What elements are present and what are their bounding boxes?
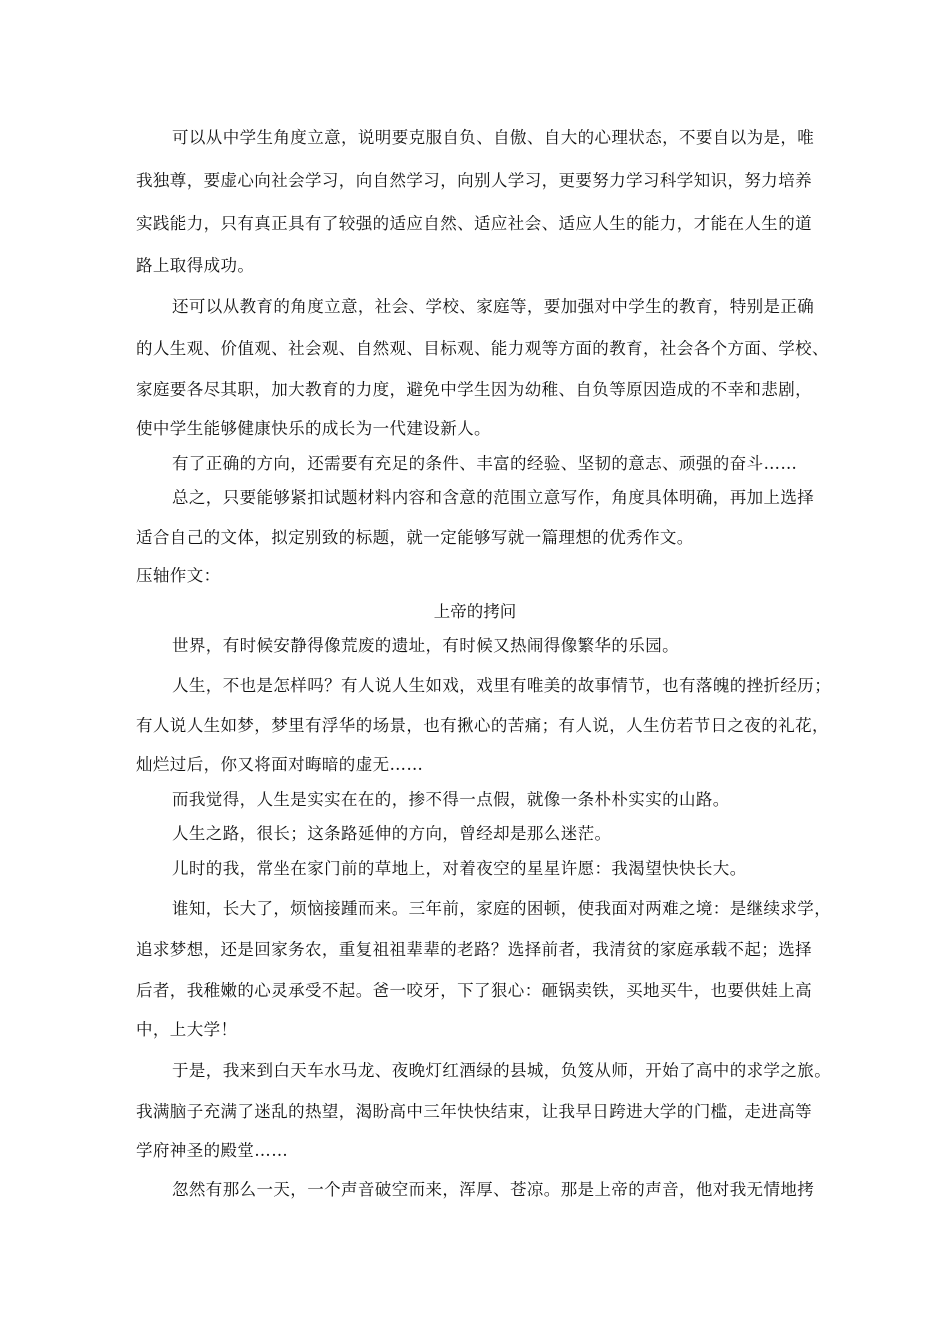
paragraph-line: 人生，不也是怎样吗？有人说人生如戏，戏里有唯美的故事情节，也有落魄的挫折经历； bbox=[172, 676, 832, 695]
paragraph-line: 的人生观、价值观、社会观、自然观、目标观、能力观等方面的教育，社会各个方面、学校、 bbox=[136, 339, 829, 358]
paragraph-line: 谁知，长大了，烦恼接踵而来。三年前，家庭的困顿，使我面对两难之境：是继续求学， bbox=[172, 899, 832, 918]
paragraph-line: 有了正确的方向，还需要有充足的条件、丰富的经验、坚韧的意志、顽强的奋斗…… bbox=[172, 454, 798, 473]
paragraph-line: 于是，我来到白天车水马龙、夜晚灯红酒绿的县城，负笈从师，开始了高中的求学之旅。 bbox=[172, 1061, 832, 1080]
paragraph-line: 灿烂过后，你又将面对晦暗的虚无…… bbox=[136, 755, 424, 774]
paragraph-line: 路上取得成功。 bbox=[136, 256, 255, 275]
paragraph-line: 我独尊，要虚心向社会学习，向自然学习，向别人学习，更要努力学习科学知识，努力培养 bbox=[136, 171, 812, 190]
essay-title: 上帝的拷问 bbox=[433, 602, 517, 621]
paragraph-line: 中，上大学！ bbox=[136, 1020, 238, 1039]
paragraph-line: 人生之路，很长；这条路延伸的方向，曾经却是那么迷茫。 bbox=[172, 824, 612, 843]
paragraph-line: 我满脑子充满了迷乱的热望，渴盼高中三年快快结束，让我早日跨进大学的门槛，走进高等 bbox=[136, 1102, 812, 1121]
paragraph-line: 适合自己的文体，拟定别致的标题，就一定能够写就一篇理想的优秀作文。 bbox=[136, 528, 694, 547]
paragraph-line: 而我觉得，人生是实实在在的，掺不得一点假，就像一条朴朴实实的山路。 bbox=[172, 790, 730, 809]
paragraph-line: 实践能力，只有真正具有了较强的适应自然、适应社会、适应人生的能力，才能在人生的道 bbox=[136, 214, 812, 233]
section-label: 压轴作文： bbox=[136, 566, 221, 585]
paragraph-line: 忽然有那么一天，一个声音破空而来，浑厚、苍凉。那是上帝的声音，他对我无情地拷 bbox=[172, 1180, 815, 1199]
paragraph-line: 使中学生能够健康快乐的成长为一代建设新人。 bbox=[136, 419, 491, 438]
paragraph-line: 追求梦想，还是回家务农，重复祖祖辈辈的老路？选择前者，我清贫的家庭承载不起；选择 bbox=[136, 940, 812, 959]
paragraph-line: 后者，我稚嫩的心灵承受不起。爸一咬牙，下了狠心：砸锅卖铁，买地买牛，也要供娃上高 bbox=[136, 981, 812, 1000]
paragraph-line: 有人说人生如梦，梦里有浮华的场景，也有揪心的苦痛；有人说，人生仿若节日之夜的礼花， bbox=[136, 716, 829, 735]
paragraph-line: 世界，有时候安静得像荒废的遗址，有时候又热闹得像繁华的乐园。 bbox=[172, 636, 679, 655]
paragraph-line: 学府神圣的殿堂…… bbox=[136, 1141, 289, 1160]
paragraph-line: 儿时的我，常坐在家门前的草地上，对着夜空的星星许愿：我渴望快快长大。 bbox=[172, 859, 747, 878]
paragraph-line: 家庭要各尽其职，加大教育的力度，避免中学生因为幼稚、自负等原因造成的不幸和悲剧， bbox=[136, 380, 812, 399]
paragraph-line: 还可以从教育的角度立意，社会、学校、家庭等，要加强对中学生的教育，特别是正确 bbox=[172, 297, 815, 316]
paragraph-line: 总之，只要能够紧扣试题材料内容和含意的范围立意写作，角度具体明确，再加上选择 bbox=[172, 488, 815, 507]
paragraph-line: 可以从中学生角度立意，说明要克服自负、自傲、自大的心理状态，不要自以为是，唯 bbox=[172, 128, 815, 147]
